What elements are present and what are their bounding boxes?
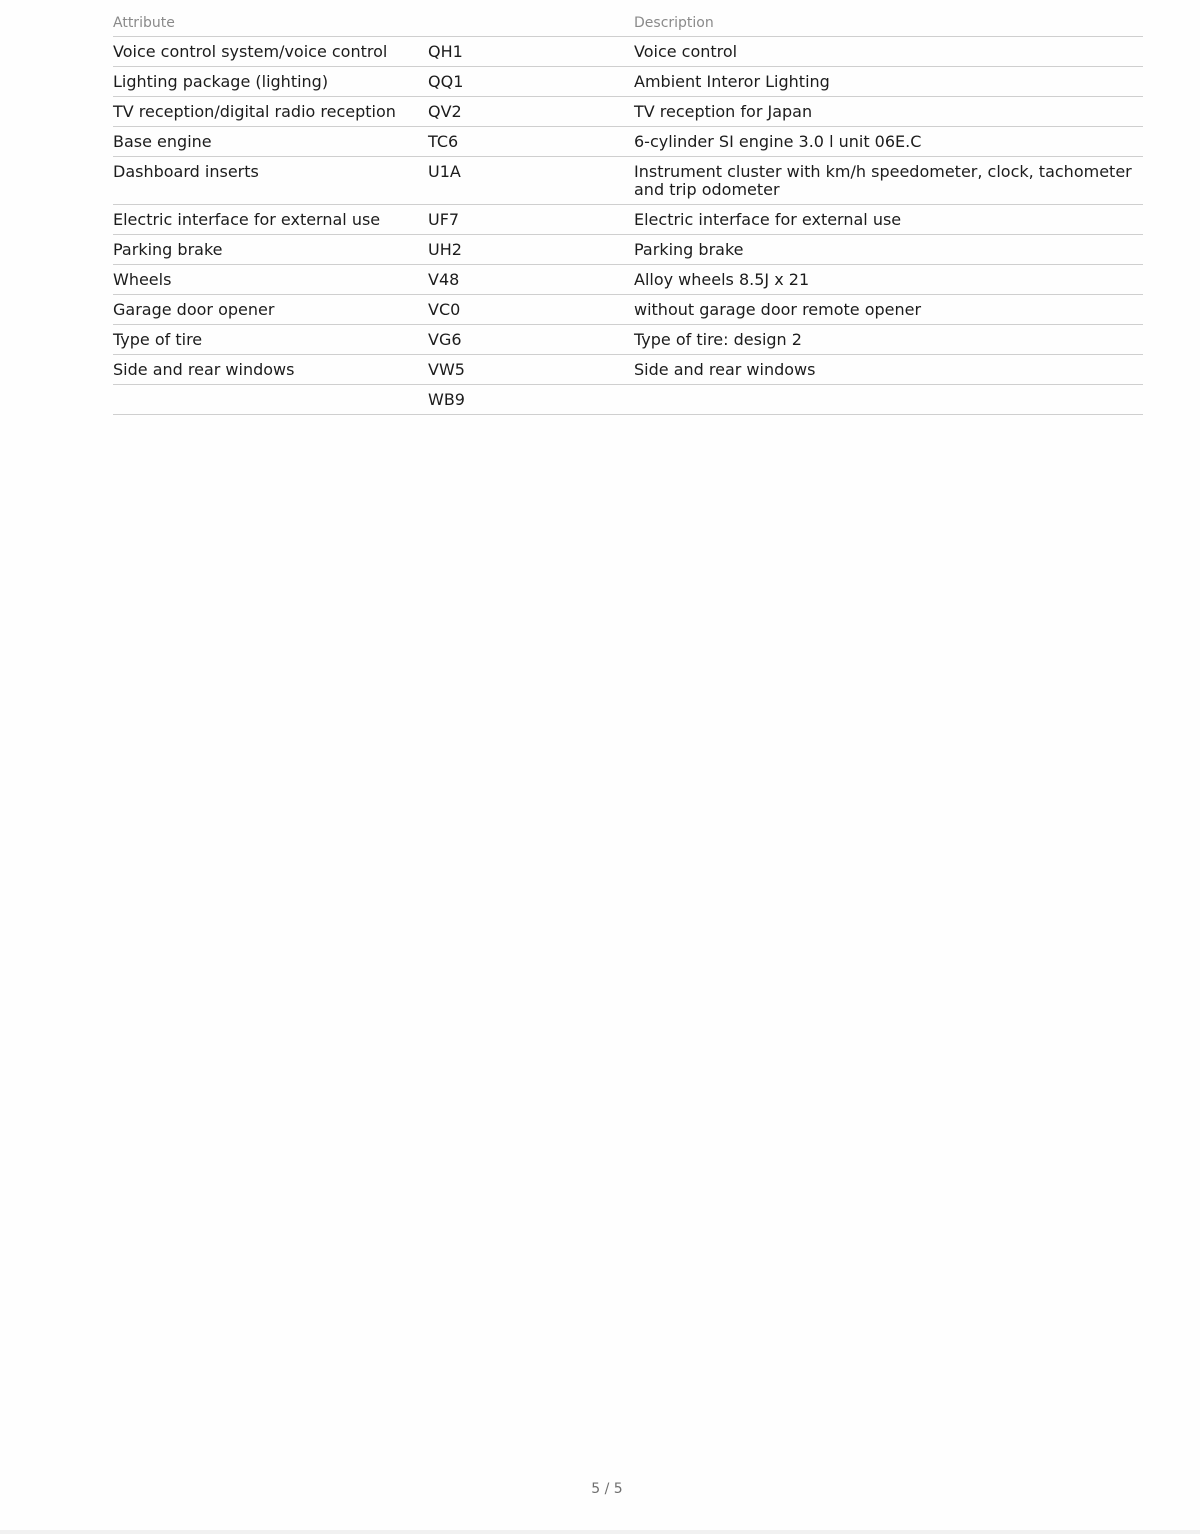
cell-code: UF7 <box>428 210 460 229</box>
cell-attribute: Voice control system/voice control <box>113 42 388 61</box>
table-row <box>113 157 1143 205</box>
table-row <box>113 205 1143 235</box>
header-attribute: Attribute <box>113 15 175 31</box>
page-indicator: 5 / 5 <box>591 1481 623 1497</box>
cell-description: Type of tire: design 2 <box>634 330 802 349</box>
cell-attribute: Electric interface for external use <box>113 210 381 229</box>
cell-description: without garage door remote opener <box>634 300 922 319</box>
cell-description: Alloy wheels 8.5J x 21 <box>634 270 810 289</box>
cell-code: WB9 <box>428 390 465 409</box>
cell-attribute: Parking brake <box>113 240 223 259</box>
table-row <box>113 235 1143 265</box>
cell-code: U1A <box>428 162 461 181</box>
header-description: Description <box>634 15 714 31</box>
cell-description: Parking brake <box>634 240 744 259</box>
cell-attribute: Dashboard inserts <box>113 162 259 181</box>
cell-description: Side and rear windows <box>634 360 816 379</box>
cell-code: QH1 <box>428 42 463 61</box>
cell-description: 6-cylinder SI engine 3.0 l unit 06E.C <box>634 132 922 151</box>
table-row <box>113 385 1143 415</box>
cell-attribute: Base engine <box>113 132 212 151</box>
equipment-table <box>113 10 1143 415</box>
cell-description: Instrument cluster with km/h speedometer, clock, tachometer and trip odometer <box>634 162 1132 199</box>
cell-code: QV2 <box>428 102 462 121</box>
cell-code: QQ1 <box>428 72 464 91</box>
cell-attribute: TV reception/digital radio reception <box>113 102 396 121</box>
cell-code: V48 <box>428 270 460 289</box>
cell-attribute <box>113 385 428 396</box>
table-row <box>113 265 1143 295</box>
cell-attribute: Side and rear windows <box>113 360 295 379</box>
cell-attribute: Wheels <box>113 270 172 289</box>
cell-code: UH2 <box>428 240 462 259</box>
cell-attribute: Lighting package (lighting) <box>113 72 329 91</box>
cell-description: Ambient Interor Lighting <box>634 72 830 91</box>
cell-code: TC6 <box>428 132 459 151</box>
cell-code: VW5 <box>428 360 465 379</box>
cell-description: Voice control <box>634 42 738 61</box>
cell-code: VG6 <box>428 330 462 349</box>
table-row <box>113 37 1143 67</box>
cell-description: TV reception for Japan <box>634 102 813 121</box>
table-row <box>113 295 1143 325</box>
table-row <box>113 97 1143 127</box>
cell-code: VC0 <box>428 300 461 319</box>
table-row <box>113 355 1143 385</box>
cell-attribute: Garage door opener <box>113 300 275 319</box>
cell-description <box>634 385 1143 396</box>
cell-description: Electric interface for external use <box>634 210 902 229</box>
table-row <box>113 127 1143 157</box>
table-row <box>113 67 1143 97</box>
table-header <box>113 10 1143 37</box>
table-row <box>113 325 1143 355</box>
cell-attribute: Type of tire <box>113 330 203 349</box>
